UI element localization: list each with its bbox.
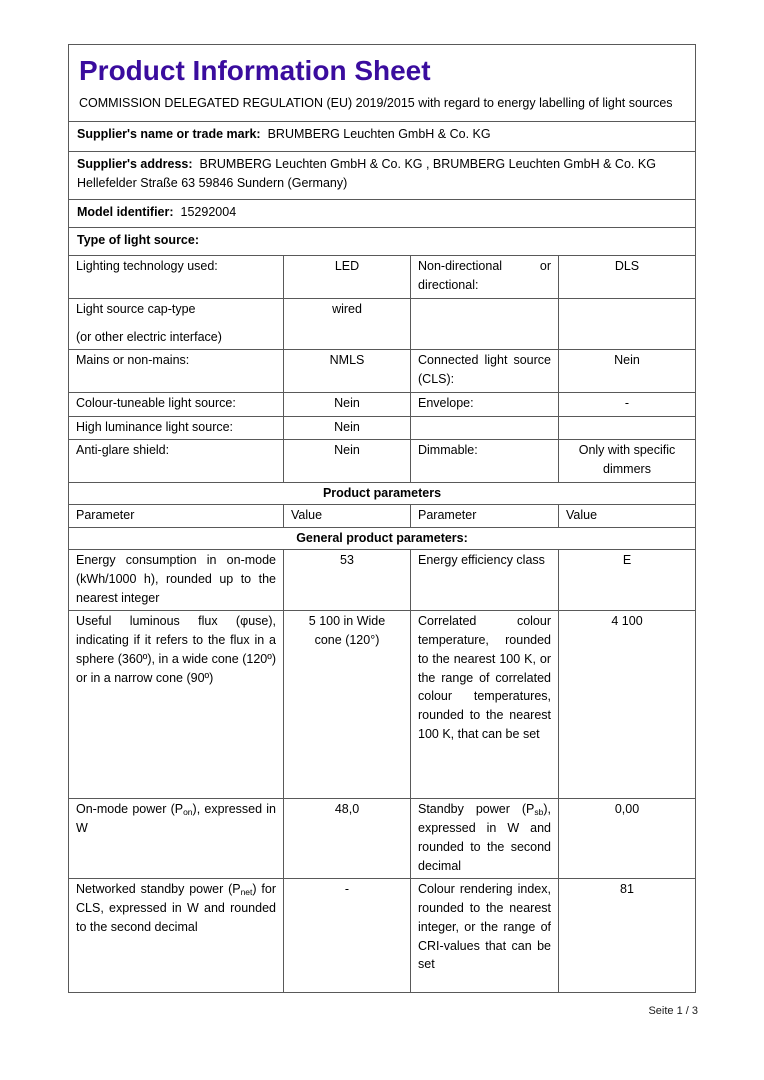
column-header-value-1: Value — [283, 505, 410, 528]
type-of-light-source-heading: Type of light source: — [69, 227, 695, 255]
title-block — [69, 45, 695, 121]
table-row — [69, 439, 695, 482]
param-networked-standby-power: Networked standby power $(P_{net})$ for CLS, expressed in W and rounded to the second decimal — [76, 882, 276, 934]
value-dimmable: Only with specific dimmers — [558, 440, 695, 482]
param-on-mode-power: On-mode power $(P_{on})$, expressed in W — [76, 802, 276, 836]
value-standby-power: 0,00 — [558, 799, 695, 878]
column-header-parameter-2: Parameter — [410, 505, 558, 528]
table-row — [69, 255, 695, 298]
product-information-sheet — [68, 44, 696, 993]
value-empty — [558, 417, 695, 440]
supplier-name-label: Supplier's name or trade mark: — [77, 127, 261, 142]
param-dimmable: Dimmable: — [410, 440, 558, 482]
value-cls: Nein — [558, 350, 695, 392]
column-header-value-2: Value — [558, 505, 695, 528]
table-row — [69, 878, 695, 992]
table-row — [69, 349, 695, 392]
param-useful-luminous-flux: Useful luminous flux (φuse), indicating if it refers to the flux in a sphere (360º), in a wide cone (120º) or in a narrow cone (90º) — [76, 614, 276, 685]
model-identifier-label: Model identifier: — [77, 205, 174, 220]
cap-type-line1: Light source cap-type — [76, 301, 196, 316]
supplier-address-value: BRUMBERG Leuchten GmbH & Co. KG , BRUMBERG Leuchten GmbH & Co. KG Hellefelder Straße 63 59846 Sundern (Germany) — [77, 157, 656, 191]
column-header-parameter-1: Parameter — [76, 507, 135, 522]
cap-type-line2: (or other electric interface) — [76, 329, 222, 344]
table-row — [69, 416, 695, 440]
column-header-row — [69, 504, 695, 528]
regulation-subtitle: COMMISSION DELEGATED REGULATION (EU) 2019/2015 with regard to energy labelling of light sources — [79, 96, 673, 110]
param-cls: Connected light source (CLS): — [410, 350, 558, 392]
value-empty — [558, 299, 695, 350]
param-empty — [410, 299, 558, 350]
model-identifier-value: 15292004 — [180, 205, 237, 220]
table-row — [69, 298, 695, 350]
param-mains: Mains or non-mains: — [76, 353, 190, 368]
supplier-address-label: Supplier's address: — [77, 157, 193, 172]
supplier-name-value: BRUMBERG Leuchten GmbH & Co. KG — [267, 127, 491, 142]
general-product-parameters-heading: General product parameters: — [69, 527, 695, 549]
model-identifier-row — [69, 199, 695, 227]
value-directional: DLS — [558, 256, 695, 298]
value-useful-luminous-flux: 5 100 in Wide cone (120°) — [283, 611, 410, 798]
value-energy-efficiency-class: E — [558, 550, 695, 610]
param-lighting-technology: Lighting technology used: — [76, 259, 218, 274]
value-colour-tuneable: Nein — [283, 393, 410, 416]
value-cap-type: wired — [283, 299, 410, 350]
param-energy-efficiency-class: Energy efficiency class — [410, 550, 558, 610]
value-high-luminance: Nein — [283, 417, 410, 440]
table-row — [69, 798, 695, 878]
product-parameters-heading: Product parameters — [69, 482, 695, 504]
param-envelope: Envelope: — [410, 393, 558, 416]
param-cap-type — [69, 299, 283, 350]
param-colour-rendering-index: Colour rendering index, rounded to the nearest integer, or the range of CRI-values that can be set — [410, 879, 558, 992]
supplier-name-row — [69, 121, 695, 151]
param-standby-power: Standby power $(P_{sb})$, expressed in W and rounded to the second decimal — [410, 799, 558, 878]
table-row — [69, 610, 695, 798]
page-title: Product Information Sheet — [79, 55, 431, 86]
param-directional: Non-directional or directional: — [410, 256, 558, 298]
supplier-address-row — [69, 151, 695, 199]
param-high-luminance: High luminance light source: — [76, 419, 234, 434]
param-correlated-colour-temperature: Correlated colour temperature, rounded to the nearest 100 K, or the range of correlated colour temperatures, rounded to the nearest 100 K, that can be set — [410, 611, 558, 798]
value-energy-consumption: 53 — [283, 550, 410, 610]
param-anti-glare: Anti-glare shield: — [76, 443, 170, 458]
value-anti-glare: Nein — [283, 440, 410, 482]
value-mains: NMLS — [283, 350, 410, 392]
table-row — [69, 392, 695, 416]
value-envelope: - — [558, 393, 695, 416]
param-colour-tuneable: Colour-tuneable light source: — [76, 395, 236, 410]
value-on-mode-power: 48,0 — [283, 799, 410, 878]
value-lighting-technology: LED — [283, 256, 410, 298]
value-colour-rendering-index: 81 — [558, 879, 695, 992]
param-empty — [410, 417, 558, 440]
value-networked-standby-power: - — [283, 879, 410, 992]
param-energy-consumption: Energy consumption in on-mode (kWh/1000 h), rounded up to the nearest integer — [76, 553, 276, 605]
page-number: Seite 1 / 3 — [648, 1005, 698, 1017]
value-correlated-colour-temperature: 4 100 — [558, 611, 695, 798]
table-row — [69, 549, 695, 610]
